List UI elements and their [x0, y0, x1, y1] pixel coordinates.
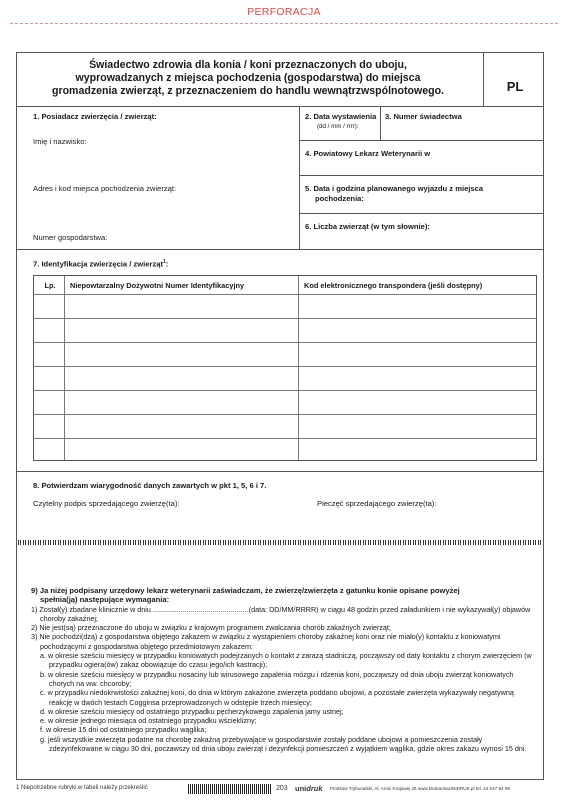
requirement-subitem: c. w przypadku niedokrwistości zakaźnej koni, do dnia w którym zakażone zwierzęta poddano ubojowi, a pozostałe zwierzęta wykazywały negatywną reakcję w dwóch testach Cogginsa przeprowadzonych w odstępie trzech miesięcy;	[40, 688, 514, 707]
requirement-subitem: a. w okresie sześciu miesięcy w przypadku koniowatych podejrzanych o kontakt z zarazą stadniczą, począwszy od daty kontaktu z chorym zwierzęciem (w przypadku ogiera(ów) zakaz obowiązuje do czasu jego/ich kastracji);	[40, 651, 532, 670]
footnote-mark: 1	[163, 259, 166, 265]
farm-number-field[interactable]: Numer gospodarstwa:	[33, 233, 108, 242]
issue-date-label: 2. Data wystawienia	[305, 112, 377, 121]
publisher-logo	[295, 784, 323, 793]
footer-barcode	[188, 784, 272, 794]
perforation-label: PERFORACJA	[247, 6, 321, 18]
vet-officer-field[interactable]: 4. Powiatowy Lekarz Weterynarii w	[305, 149, 431, 158]
divider	[299, 175, 543, 176]
column-divider	[298, 276, 299, 460]
footnote: 1 Niepotrzebne rubryki w tabeli należy przekreślić	[16, 785, 148, 791]
requirement-subitem: d. w okresie sześciu miesięcy od ostatniego przypadku pęcherzykowego zapalenia jamy ustnej;	[40, 706, 344, 716]
publisher-info: Piotrków Trybunalski, Al. Armii Krajowej 26 www.DrukarniaUNIDRUK.pl tel. 44 647 84 96	[330, 786, 510, 791]
table-row[interactable]	[34, 318, 536, 319]
logo-text-a: uni	[295, 784, 307, 793]
divider	[17, 249, 543, 250]
table-row[interactable]	[34, 390, 536, 391]
departure-label: 5. Data i godzina planowanego wyjazdu z miejsca	[305, 184, 484, 193]
divider	[299, 140, 543, 141]
table-row[interactable]	[34, 366, 536, 367]
perforation-line	[10, 23, 558, 24]
requirement-item: 3) Nie pochodzi(dzą) z gospodarstwa objętego zakazem w związku z wystąpieniem choroby zakaźnej koni oraz nie miało(y) kontaktu z koniowatymi pochodzącymi z gospodarstwa objętego przedmiotowym zakazem:	[31, 632, 501, 651]
requirement-subitem: g. jeśli wszystkie zwierzęta podatne na chorobę zakaźną przebywające w gospodarstwie zostały poddane ubojowi a pomieszczenia zostały zdezynfekowane w ciągu 30 dni, poczawszy od dnia uboju zwierząt i dezynfekcji pomieszczeń z wyjątkiem wąglika, gdzie okres zakazu wynosi 15 dni.	[40, 734, 527, 754]
requirement-subitem: b. w okresie sześciu miesięcy w przypadku nosaciny lub wirusowego zapalenia mózgu i rdzenia koni, począwszy od dnia uboju zwierząt koniowatych chorych na ww. chcoroby;	[40, 669, 514, 688]
form-number: 203	[276, 785, 288, 792]
identification-label	[33, 257, 168, 270]
table-row[interactable]	[34, 342, 536, 343]
certificate-title	[17, 59, 479, 98]
certificate-number-field[interactable]: 3. Numer świadectwa	[385, 112, 462, 121]
divider	[17, 106, 543, 107]
title-line: Świadectwo zdrowia dla konia / koni przeznaczonych do uboju,	[89, 59, 407, 71]
requirement-item: 2) Nie jest(są) przeznaczone do uboju w związku z krajowym programem zwalczania chorób zakaźnych zwierząt;	[31, 623, 391, 633]
column-header-id: Niepowtarzalny Dożywotni Numer Identyfikacyjny	[70, 281, 245, 290]
departure-label-cont: pochodzenia:	[315, 194, 364, 203]
certificate-form	[16, 52, 544, 780]
certification-heading-cont: spełnia(ją) następujące wymagania:	[40, 595, 170, 605]
divider	[380, 106, 381, 140]
identification-table	[33, 275, 537, 461]
identification-label-text: 7. Identyfikacja zwierzęcia / zwierząt	[33, 259, 163, 269]
country-code: PL	[506, 79, 524, 94]
certification-heading: 9) Ja niżej podpisany urzędowy lekarz weterynarii zaświadczam, że zwierzę/zwierzęta z gatunku konie opisane powyżej	[31, 586, 460, 595]
seller-stamp-field[interactable]: Pieczęć sprzedającego zwierzę(ta):	[317, 499, 437, 508]
perforation-barcode	[18, 540, 542, 545]
owner-name-field[interactable]: Imię i nazwisko:	[33, 137, 87, 146]
origin-address-field[interactable]: Adres i kod miejsca pochodzenia zwierząt:	[33, 184, 177, 193]
title-line: wyprowadzanych z miejsca pochodzenia (gospodarstwa) do miejsca	[75, 72, 421, 84]
divider	[483, 53, 484, 106]
table-row[interactable]	[34, 414, 536, 415]
column-divider	[64, 276, 65, 460]
divider	[299, 213, 543, 214]
requirement-item: 1) Został(y) zbadane klinicznie w dniu ................................................(data: DD/MM/RRRR) w ciągu 48 godzin przed załadunkiem i nie wykazywał(y) objawów choroby zakaźnej;	[31, 604, 531, 623]
requirement-subitem: e. w okresie jednego miesiąca od ostatniego przypadku wścieklizny;	[40, 716, 257, 726]
table-row[interactable]	[34, 438, 536, 439]
title-line: gromadzenia zwierząt, z przeznaczeniem do handlu wewnątrzwspólnotowego.	[51, 85, 445, 97]
identification-label-colon: :	[165, 259, 169, 269]
confirmation-label: 8. Potwierdzam wiarygodność danych zawartych w pkt 1, 5, 6 i 7.	[33, 481, 267, 490]
logo-text-b: druk	[306, 784, 323, 793]
table-row	[34, 294, 536, 295]
requirement-subitem: f. w okresie 15 dni od ostatniego przypadku wąglika;	[40, 725, 207, 735]
issue-date-format: (dd / mm / rrrr):	[317, 123, 359, 130]
column-header-lp: Lp.	[44, 281, 56, 290]
seller-signature-field[interactable]: Czytelny podpis sprzedającego zwierzę(ta):	[33, 499, 180, 508]
column-header-transponder: Kod elektronicznego transpondera (jeśli dostępny)	[304, 281, 483, 290]
divider	[299, 106, 300, 249]
owner-label: 1. Posiadacz zwierzęcia / zwierząt:	[33, 112, 157, 121]
animal-count-field[interactable]: 6. Liczba zwierząt (w tym słownie):	[305, 222, 430, 231]
veterinary-certification	[31, 586, 537, 753]
divider	[17, 471, 543, 472]
